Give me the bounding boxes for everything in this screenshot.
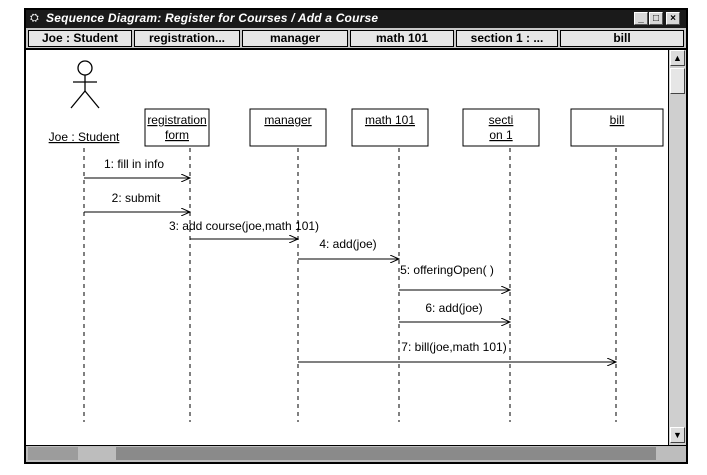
object-label-line1: registration — [147, 113, 207, 127]
object-label-line1: math 101 — [364, 113, 416, 127]
header-tab-section-1[interactable]: section 1 : ... — [456, 30, 558, 47]
scroll-left-icon[interactable] — [28, 447, 78, 460]
scroll-up-icon[interactable]: ▲ — [670, 50, 685, 66]
object-label-line1: manager — [264, 113, 312, 127]
vertical-scroll-thumb[interactable] — [670, 68, 685, 94]
object-label-line2: on 1 — [489, 128, 513, 142]
message-2[interactable] — [84, 191, 190, 212]
scroll-down-icon[interactable]: ▼ — [670, 427, 685, 443]
diagram-icon: ⛭ — [30, 12, 39, 24]
message-1[interactable] — [84, 157, 190, 178]
vertical-scrollbar[interactable] — [668, 50, 686, 445]
message-label: 6: add(joe) — [425, 301, 483, 315]
close-icon[interactable]: × — [666, 12, 680, 25]
message-3[interactable] — [169, 219, 319, 239]
header-tab-joe-student[interactable]: Joe : Student — [28, 30, 132, 47]
maximize-icon[interactable]: □ — [649, 12, 663, 25]
sequence-diagram-window — [24, 8, 688, 464]
message-5[interactable] — [399, 263, 510, 290]
message-label: 4: add(joe) — [319, 237, 377, 251]
message-4[interactable] — [298, 237, 399, 259]
header-tab-registration[interactable]: registration... — [134, 30, 240, 47]
object-label-line1: secti — [488, 113, 514, 127]
header-tab-math-101[interactable]: math 101 — [350, 30, 454, 47]
title-bar[interactable] — [26, 10, 686, 28]
object-label-line2: form — [165, 128, 189, 142]
object-math-101[interactable] — [352, 109, 428, 146]
object-bill[interactable] — [571, 109, 663, 146]
object-manager[interactable] — [250, 109, 326, 146]
message-label: 2: submit — [111, 191, 161, 205]
object-registration-form[interactable] — [145, 109, 209, 146]
diagram-canvas[interactable] — [26, 50, 668, 445]
object-section-1[interactable] — [463, 109, 539, 146]
message-6[interactable] — [399, 301, 510, 322]
message-label: 3: add course(joe,math 101) — [168, 219, 320, 233]
message-label: 7: bill(joe,math 101) — [401, 340, 507, 354]
message-7[interactable] — [298, 340, 616, 362]
horizontal-scroll-thumb[interactable] — [116, 447, 656, 460]
sequence-diagram — [26, 50, 668, 445]
actor-head — [78, 61, 92, 75]
message-label: 5: offeringOpen( ) — [400, 263, 494, 277]
minimize-icon[interactable]: _ — [634, 12, 648, 25]
horizontal-scrollbar[interactable] — [26, 445, 686, 462]
lifeline-header-bar — [26, 28, 686, 50]
window-title: Sequence Diagram: Register for Courses / Add a Course — [46, 11, 379, 25]
actor-figure[interactable] — [71, 61, 99, 108]
lifelines — [84, 148, 616, 422]
object-label-line1: bill — [609, 113, 625, 127]
actor-label[interactable]: Joe : Student — [48, 130, 120, 144]
header-tab-manager[interactable]: manager — [242, 30, 348, 47]
message-label: 1: fill in info — [103, 157, 165, 171]
header-tab-bill[interactable]: bill — [560, 30, 684, 47]
